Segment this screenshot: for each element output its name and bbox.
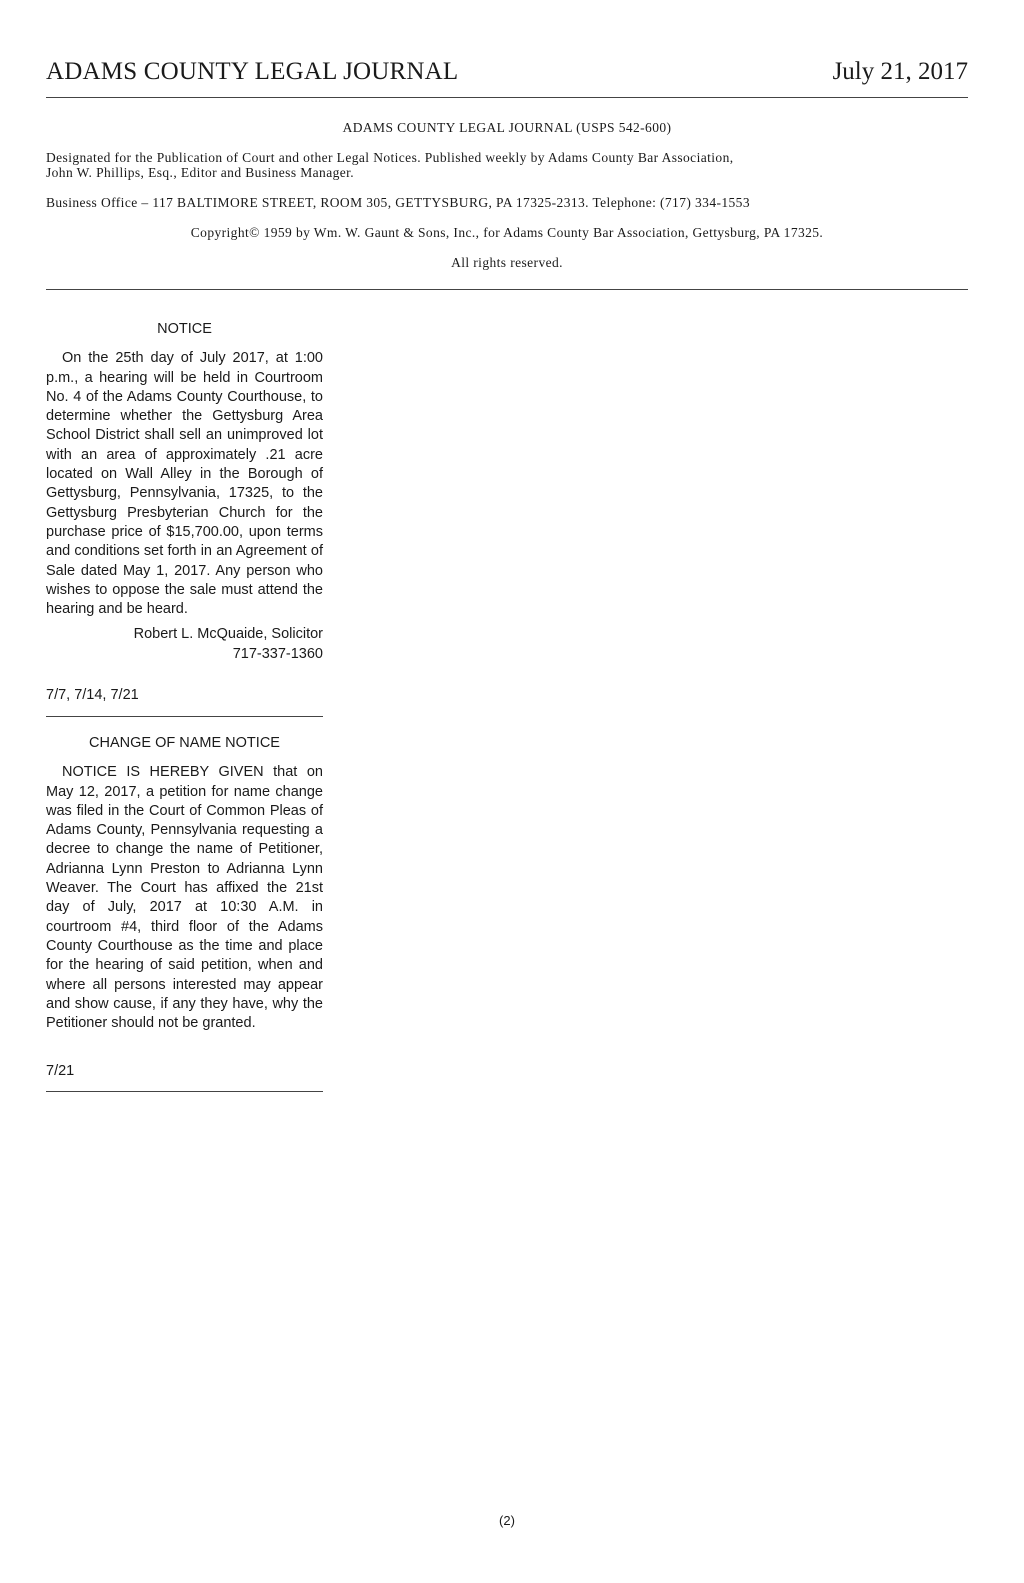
running-head: [46, 58, 968, 88]
notice-run-dates: 7/7, 7/14, 7/21: [46, 687, 139, 703]
notice-divider: [46, 716, 323, 717]
business-office-line: Business Office – 117 BALTIMORE STREET, ROOM 305, GETTYSBURG, PA 17325-2313. Telephone: (717) 334-1553: [46, 195, 750, 210]
designation-line-1: Designated for the Publication of Court and other Legal Notices. Published weekly by Adams County Bar Association,: [46, 150, 734, 165]
notice-signature-name: Robert L. McQuaide, Solicitor: [133, 626, 323, 643]
header-rule: [46, 97, 968, 98]
copyright-line: Copyright© 1959 by Wm. W. Gaunt & Sons, Inc., for Adams County Bar Association, Gettysburg, PA 17325.: [190, 225, 824, 240]
rights-line: All rights reserved.: [451, 255, 563, 270]
designation-line-2: John W. Phillips, Esq., Editor and Business Manager.: [46, 165, 355, 180]
notice-heading: CHANGE OF NAME NOTICE: [89, 735, 280, 751]
page-number: (2): [499, 1513, 515, 1528]
masthead-rule: [46, 289, 968, 290]
notice-body: NOTICE IS HEREBY GIVEN that on May 12, 2017, a petition for name change was filed in the Court of Common Pleas of Adams County, Pennsylvania requesting a decree to change the name of Petitioner, Adrianna Lynn Preston to Adrianna Lynn Weaver. The Court has affixed the 21st day of July, 2017 at 10:30 A.M. in courtroom #4, third floor of the Adams County Courthouse as the time and place for the hearing of said petition, when and where all persons interested may appear and show cause, if any they have, why the Petitioner should not be granted.: [46, 764, 323, 1032]
issue-date: July 21, 2017: [832, 58, 968, 85]
notice-change-of-name: [46, 734, 323, 1033]
notice-heading: NOTICE: [157, 321, 212, 337]
notice-body: On the 25th day of July 2017, at 1:00 p.m., a hearing will be held in Courtroom No. 4 of the Adams County Courthouse, to determine whether the Gettysburg Area School District shall sell an unimproved lot with an area of approximately .21 acre located on Wall Alley in the Borough of Gettysburg, Pennsylvania, 17325, to the Gettysburg Presbyterian Church for the purchase price of $15,700.00, upon terms and conditions set forth in an Agreement of Sale dated May 1, 2017. Any person who wishes to oppose the sale must attend the hearing and be heard.: [46, 350, 323, 618]
notice-signature-phone: 717-337-1360: [232, 645, 323, 662]
journal-title: ADAMS COUNTY LEGAL JOURNAL: [46, 58, 459, 85]
notice-run-dates: 7/21: [46, 1063, 75, 1079]
notice-hearing: [46, 320, 323, 664]
notice-divider: [46, 1091, 323, 1092]
publication-line: ADAMS COUNTY LEGAL JOURNAL (USPS 542-600): [342, 120, 672, 135]
